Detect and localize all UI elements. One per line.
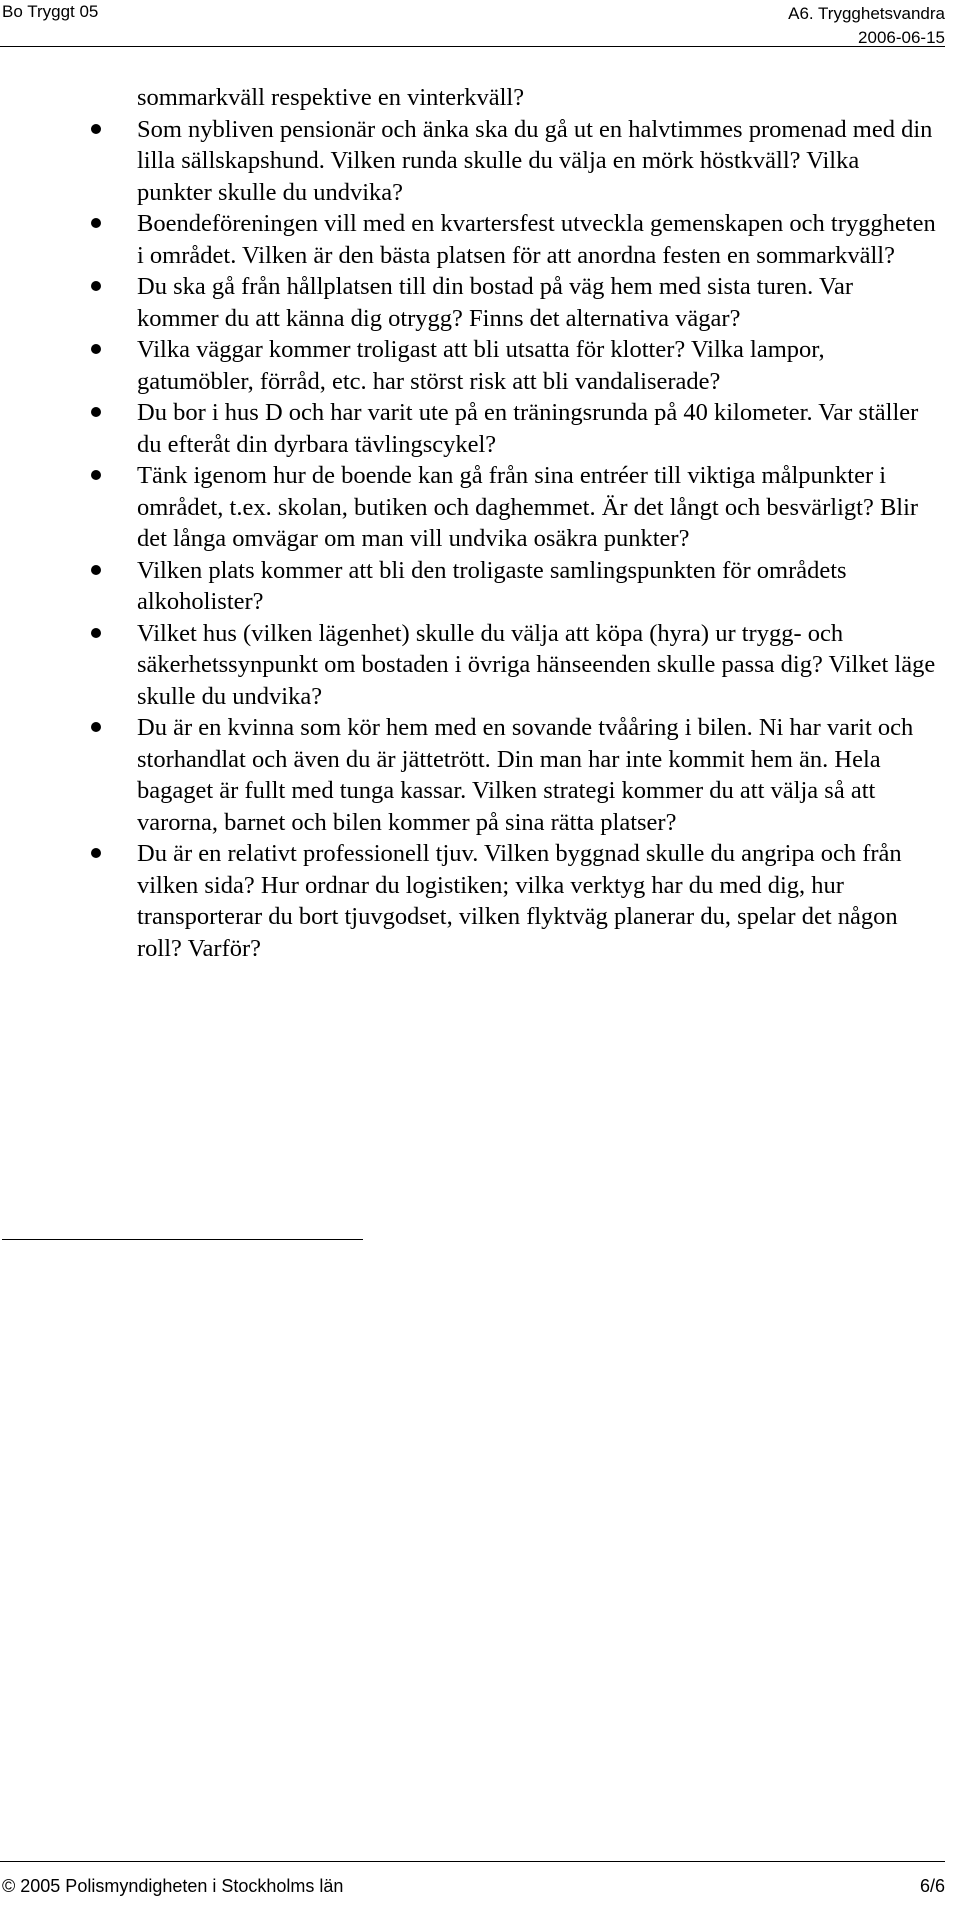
page-header: [0, 0, 945, 47]
list-item-text: Vilka väggar kommer troligast att bli utsatta för klotter? Vilka lampor, gatumöbler, förråd, etc. har störst risk att bli vandaliserade?: [137, 336, 825, 395]
bullet-icon: [91, 565, 101, 575]
header-date: 2006-06-15: [858, 28, 945, 47]
bullet-icon: [91, 218, 101, 228]
list-item-text: Du bor i hus D och har varit ute på en träningsrunda på 40 kilometer. Var ställer du efteråt din dyrbara tävlingscykel?: [137, 399, 919, 458]
list-item: [0, 460, 945, 555]
list-item: [0, 271, 945, 334]
bullet-icon: [91, 470, 101, 480]
list-item: [0, 114, 945, 209]
page-footer: [0, 1861, 945, 1896]
list-item: [0, 712, 945, 838]
list-item: [0, 838, 945, 964]
page-body: [0, 82, 945, 964]
header-right-block: [788, 2, 945, 50]
list-item: [0, 397, 945, 460]
footer-copyright: © 2005 Polismyndigheten i Stockholms län: [2, 1876, 344, 1896]
list-item-text: Som nybliven pensionär och änka ska du gå ut en halvtimmes promenad med din lilla sällskapshund. Vilken runda skulle du välja en mörk höstkväll? Vilka punkter skulle du undvika?: [137, 115, 933, 206]
list-item: [0, 208, 945, 271]
list-item-text: Boendeföreningen vill med en kvartersfest utveckla gemenskapen och tryggheten i området. Vilken är den bästa platsen för att anordna festen en sommarkväll?: [137, 210, 936, 269]
footer-page-number: 6/6: [919, 1876, 945, 1896]
bullet-icon: [91, 407, 101, 417]
bullet-icon: [91, 281, 101, 291]
question-list: [0, 114, 945, 965]
footnote-separator: [2, 1239, 363, 1240]
list-item: [0, 555, 945, 618]
list-item-text: Vilket hus (vilken lägenhet) skulle du välja att köpa (hyra) ur trygg- och säkerhetssynpunkt om bostaden i övriga hänseenden skulle passa dig? Vilket läge skulle du undvika?: [137, 619, 936, 710]
bullet-icon: [91, 848, 101, 858]
header-section-title: A6. Trygghetsvandra: [788, 4, 945, 23]
continued-text: sommarkväll respektive en vinterkväll?: [137, 84, 525, 111]
bullet-icon: [91, 722, 101, 732]
list-item-text: Du är en kvinna som kör hem med en sovande tvååring i bilen. Ni har varit och storhandlat och även du är jättetrött. Din man har inte kommit hem än. Hela bagaget är fullt med tunga kassar. Vilken strategi kommer du att välja så att varorna, barnet och bilen kommer på sina rätta platser?: [137, 714, 914, 836]
bullet-icon: [91, 124, 101, 134]
bullet-icon: [91, 628, 101, 638]
list-item: [0, 334, 945, 397]
list-item-text: Tänk igenom hur de boende kan gå från sina entréer till viktiga målpunkter i området, t.ex. skolan, butiken och daghemmet. Är det långt och besvärligt? Blir det långa omvägar om man vill undvika osäkra punkter?: [137, 462, 919, 552]
list-item-text: Vilken plats kommer att bli den troligaste samlingspunkten för områdets alkoholister?: [137, 556, 847, 615]
list-item: [0, 618, 945, 713]
list-item-text: Du är en relativt professionell tjuv. Vilken byggnad skulle du angripa och från vilken sida? Hur ordnar du logistiken; vilka verktyg har du med dig, hur transporterar du bort tjuvgodset, vilken flyktväg planerar du, spelar det någon roll? Varför?: [137, 840, 902, 962]
bullet-icon: [91, 344, 101, 354]
header-document-title: Bo Tryggt 05: [2, 2, 99, 21]
list-item-text: Du ska gå från hållplatsen till din bostad på väg hem med sista turen. Var kommer du att känna dig otrygg? Finns det alternativa vägar?: [137, 273, 854, 332]
